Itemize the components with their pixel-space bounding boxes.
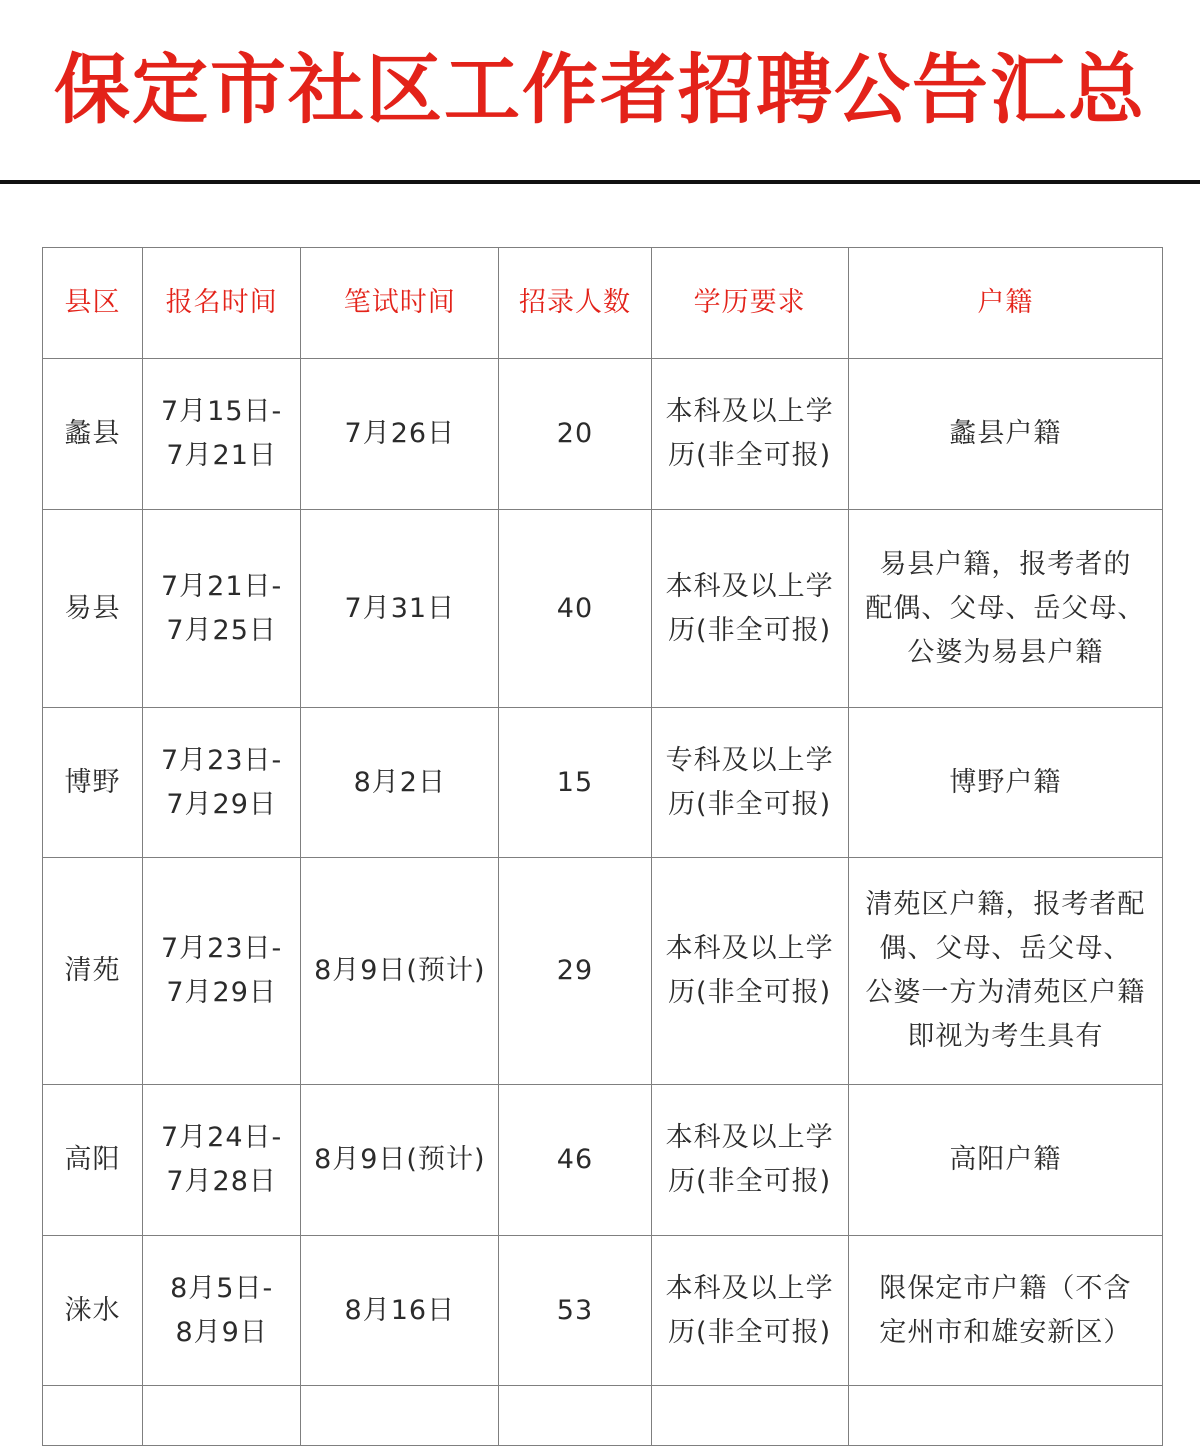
cell-empty — [43, 1386, 143, 1446]
edu-line: 本科及以上学 — [665, 933, 834, 964]
cell-exam: 7月31日 — [301, 510, 499, 708]
edu-line: 本科及以上学 — [665, 1122, 834, 1153]
edu-line: 历(非全可报) — [668, 440, 832, 471]
cell-education — [651, 858, 848, 1085]
cell-hukou — [848, 1085, 1162, 1236]
cell-empty — [301, 1386, 499, 1446]
cell-exam: 8月16日 — [301, 1236, 499, 1386]
table-row — [43, 510, 1163, 708]
cell-registration — [143, 510, 301, 708]
table-row — [43, 708, 1163, 858]
hukou-line: 定州市和雄安新区） — [879, 1316, 1132, 1348]
cell-registration — [143, 708, 301, 858]
edu-line: 本科及以上学 — [665, 570, 834, 602]
cell-count: 53 — [499, 1236, 651, 1386]
recruitment-table — [42, 247, 1163, 1446]
cell-count: 15 — [499, 708, 651, 858]
hukou-line: 限保定市户籍（不含 — [879, 1272, 1132, 1304]
header-count: 招录人数 — [499, 248, 651, 359]
header-hukou: 户籍 — [848, 248, 1162, 359]
edu-line: 历(非全可报) — [668, 1316, 832, 1348]
cell-exam: 8月9日(预计) — [301, 858, 499, 1085]
cell-registration — [143, 359, 301, 510]
table-row — [43, 359, 1163, 510]
edu-line: 本科及以上学 — [665, 1272, 834, 1304]
table-row-partial — [43, 1386, 1163, 1446]
reg-end: 7月29日 — [166, 788, 277, 820]
cell-county: 博野 — [43, 708, 143, 858]
cell-county: 清苑 — [43, 858, 143, 1085]
reg-end: 7月29日 — [166, 977, 277, 1008]
cell-registration — [143, 1085, 301, 1236]
header-county: 县区 — [43, 248, 143, 359]
reg-start: 7月21日- — [161, 570, 283, 602]
table-row — [43, 858, 1163, 1085]
cell-hukou — [848, 708, 1162, 858]
header-education: 学历要求 — [651, 248, 848, 359]
reg-start: 7月23日- — [161, 933, 283, 964]
cell-hukou — [848, 510, 1162, 708]
hukou-line: 公婆一方为清苑区户籍 — [865, 977, 1146, 1008]
cell-count: 46 — [499, 1085, 651, 1236]
edu-line: 本科及以上学 — [665, 396, 834, 427]
cell-count: 20 — [499, 359, 651, 510]
cell-education — [651, 1236, 848, 1386]
cell-empty — [143, 1386, 301, 1446]
edu-line: 历(非全可报) — [668, 614, 832, 646]
cell-registration — [143, 858, 301, 1085]
hukou-line: 清苑区户籍，报考者配 — [865, 889, 1146, 920]
reg-end: 8月9日 — [175, 1316, 268, 1348]
table-row — [43, 1085, 1163, 1236]
cell-county: 涞水 — [43, 1236, 143, 1386]
reg-start: 7月23日- — [161, 744, 283, 776]
cell-education — [651, 708, 848, 858]
page-title: 保定市社区工作者招聘公告汇总 — [54, 45, 1146, 134]
title-divider — [0, 180, 1200, 184]
cell-exam: 8月2日 — [301, 708, 499, 858]
cell-empty — [499, 1386, 651, 1446]
cell-hukou — [848, 1236, 1162, 1386]
edu-line: 专科及以上学 — [665, 744, 834, 776]
edu-line: 历(非全可报) — [668, 977, 832, 1008]
table-row — [43, 1236, 1163, 1386]
cell-county: 高阳 — [43, 1085, 143, 1236]
cell-exam: 8月9日(预计) — [301, 1085, 499, 1236]
cell-education — [651, 1085, 848, 1236]
hukou-line: 蠡县户籍 — [949, 418, 1062, 449]
cell-county: 蠡县 — [43, 359, 143, 510]
reg-end: 7月28日 — [166, 1166, 277, 1197]
reg-start: 8月5日- — [170, 1272, 274, 1304]
reg-start: 7月24日- — [161, 1122, 283, 1153]
cell-education — [651, 510, 848, 708]
hukou-line: 高阳户籍 — [949, 1144, 1062, 1175]
reg-start: 7月15日- — [161, 396, 283, 427]
hukou-line: 博野户籍 — [949, 766, 1062, 798]
cell-count: 40 — [499, 510, 651, 708]
cell-county: 易县 — [43, 510, 143, 708]
cell-exam: 7月26日 — [301, 359, 499, 510]
hukou-line: 配偶、父母、岳父母、 — [865, 592, 1146, 624]
cell-empty — [848, 1386, 1162, 1446]
hukou-line: 公婆为易县户籍 — [907, 636, 1104, 668]
hukou-line: 易县户籍，报考者的 — [879, 548, 1132, 580]
reg-end: 7月25日 — [166, 614, 277, 646]
reg-end: 7月21日 — [166, 440, 277, 471]
edu-line: 历(非全可报) — [668, 1166, 832, 1197]
table-header-row — [43, 248, 1163, 359]
cell-hukou — [848, 858, 1162, 1085]
cell-count: 29 — [499, 858, 651, 1085]
cell-hukou — [848, 359, 1162, 510]
header-registration: 报名时间 — [143, 248, 301, 359]
header-exam: 笔试时间 — [301, 248, 499, 359]
cell-registration — [143, 1236, 301, 1386]
hukou-line: 即视为考生具有 — [907, 1021, 1104, 1052]
edu-line: 历(非全可报) — [668, 788, 832, 820]
cell-empty — [651, 1386, 848, 1446]
hukou-line: 偶、父母、岳父母、 — [879, 933, 1132, 964]
cell-education — [651, 359, 848, 510]
